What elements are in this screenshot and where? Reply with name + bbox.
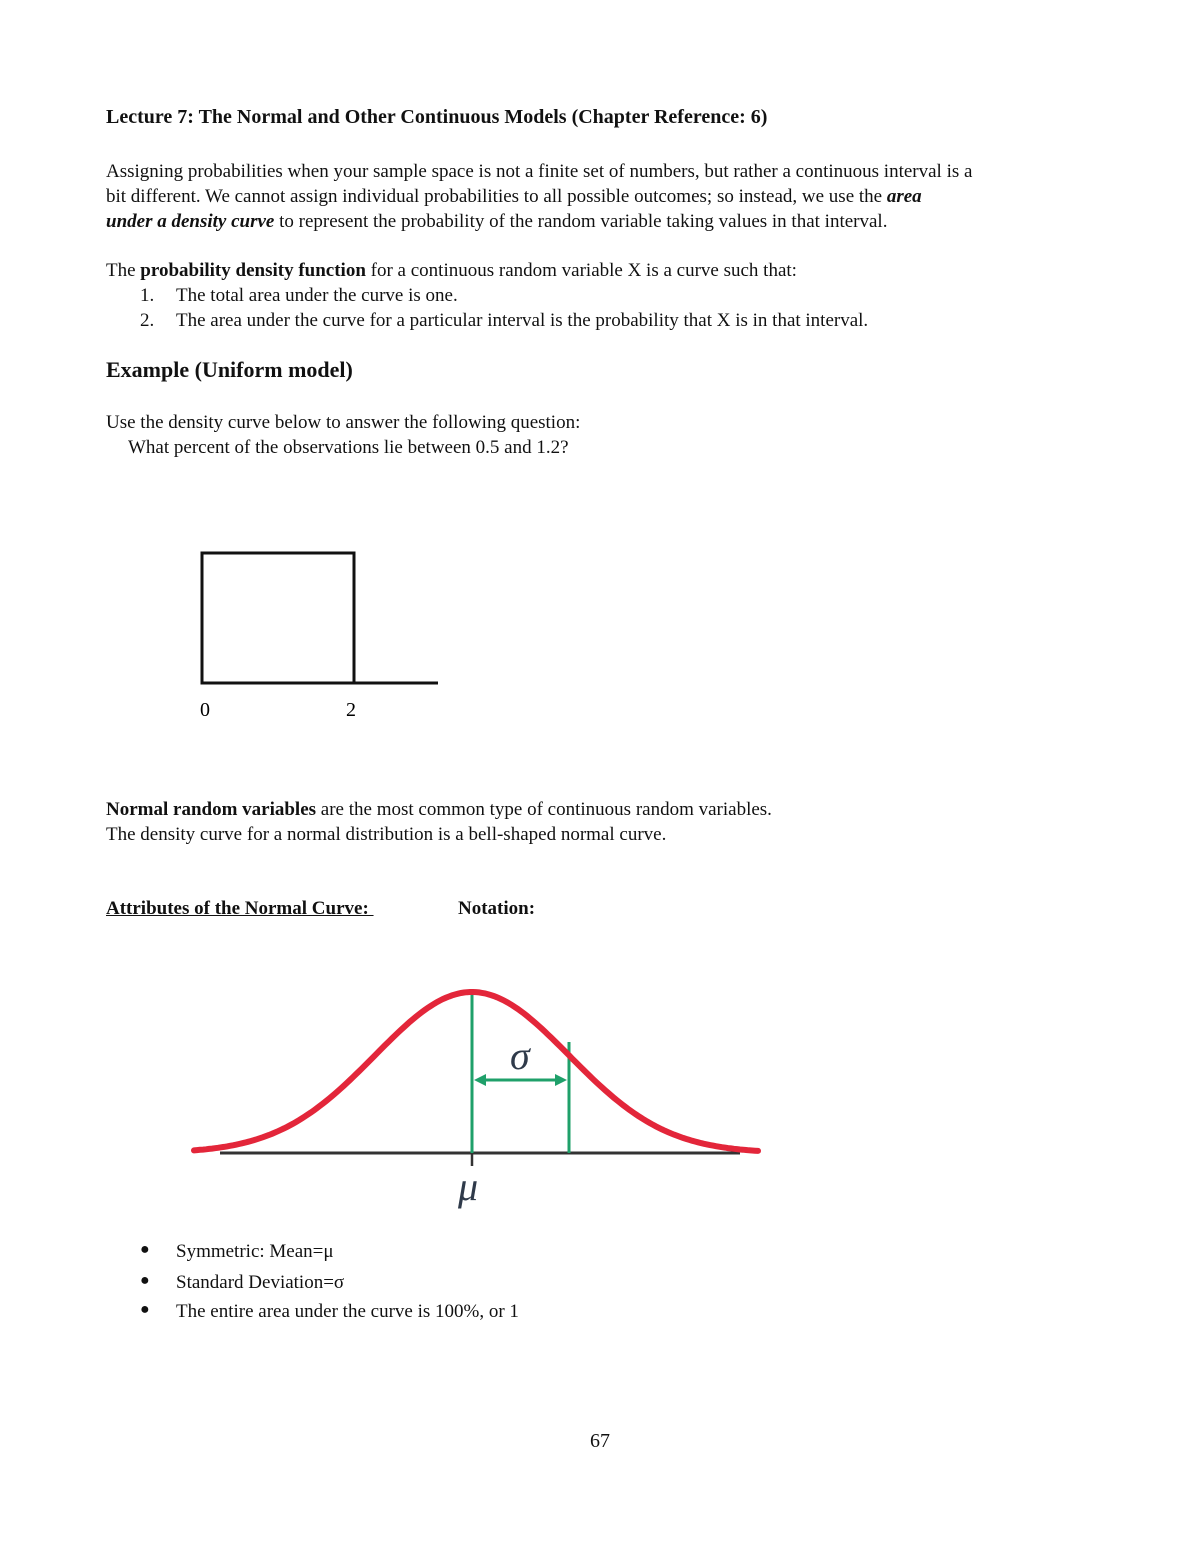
normal-line-1 bbox=[106, 797, 772, 822]
uniform-density-diagram bbox=[190, 540, 450, 730]
intro-line-2-text: bit different. We cannot assign individual probabilities to all possible outcomes; so instead, we use the bbox=[106, 186, 887, 207]
sigma-arrowhead-left bbox=[474, 1074, 486, 1086]
example-instruction: Use the density curve below to answer the following question: bbox=[106, 412, 581, 433]
pdf-item-1-text: The total area under the curve is one. bbox=[176, 285, 458, 306]
uniform-density-box bbox=[202, 553, 354, 683]
intro-line-1: Assigning probabilities when your sample space is not a finite set of numbers, but rather a continuous interval is a bbox=[106, 161, 973, 182]
sigma-arrowhead-right bbox=[555, 1074, 567, 1086]
page-number: 67 bbox=[590, 1430, 610, 1452]
normal-line-2: The density curve for a normal distribution is a bell-shaped normal curve. bbox=[106, 824, 667, 845]
normal-term: Normal random variables bbox=[106, 799, 317, 820]
normal-line-1-text: are the most common type of continuous random variables. bbox=[316, 799, 772, 820]
pdf-pre: The bbox=[106, 260, 141, 281]
pdf-term: probability density function bbox=[140, 260, 366, 281]
example-question: What percent of the observations lie between 0.5 and 1.2? bbox=[128, 437, 569, 458]
bullet-text-2: Standard Deviation=σ bbox=[176, 1272, 345, 1293]
notation-heading: Notation: bbox=[458, 898, 536, 919]
bell-curve bbox=[194, 992, 758, 1151]
pdf-post: for a continuous random variable X is a curve such that: bbox=[365, 260, 797, 281]
mu-label: μ bbox=[458, 1164, 479, 1209]
normal-curve-diagram bbox=[180, 970, 780, 1220]
bullet-marker-2: ● bbox=[140, 1272, 150, 1289]
bullet-marker-3: ● bbox=[140, 1301, 150, 1318]
attributes-heading: Attributes of the Normal Curve: bbox=[106, 898, 374, 919]
sigma-label: σ bbox=[510, 1033, 530, 1078]
intro-line-2 bbox=[106, 184, 922, 209]
uniform-axis-label-2: 2 bbox=[346, 699, 356, 721]
pdf-item-2-text: The area under the curve for a particular interval is the probability that X is in that interval. bbox=[176, 310, 869, 331]
bullet-text-1: Symmetric: Mean=μ bbox=[176, 1241, 334, 1262]
pdf-item-2-number: 2. bbox=[140, 310, 155, 331]
example-heading: Example (Uniform model) bbox=[106, 357, 353, 382]
bullet-marker-1: ● bbox=[140, 1241, 150, 1258]
uniform-axis-label-0: 0 bbox=[200, 699, 210, 721]
intro-line-3 bbox=[106, 209, 887, 234]
intro-line-3-text: to represent the probability of the random variable taking values in that interval. bbox=[274, 211, 888, 232]
pdf-item-1-number: 1. bbox=[140, 285, 155, 306]
page-title: Lecture 7: The Normal and Other Continuous Models (Chapter Reference: 6) bbox=[106, 106, 768, 128]
pdf-definition bbox=[106, 258, 797, 283]
intro-emphasis-area: area bbox=[886, 186, 922, 207]
intro-emphasis-density-curve: under a density curve bbox=[106, 211, 275, 232]
bullet-text-3: The entire area under the curve is 100%, or 1 bbox=[176, 1301, 519, 1322]
